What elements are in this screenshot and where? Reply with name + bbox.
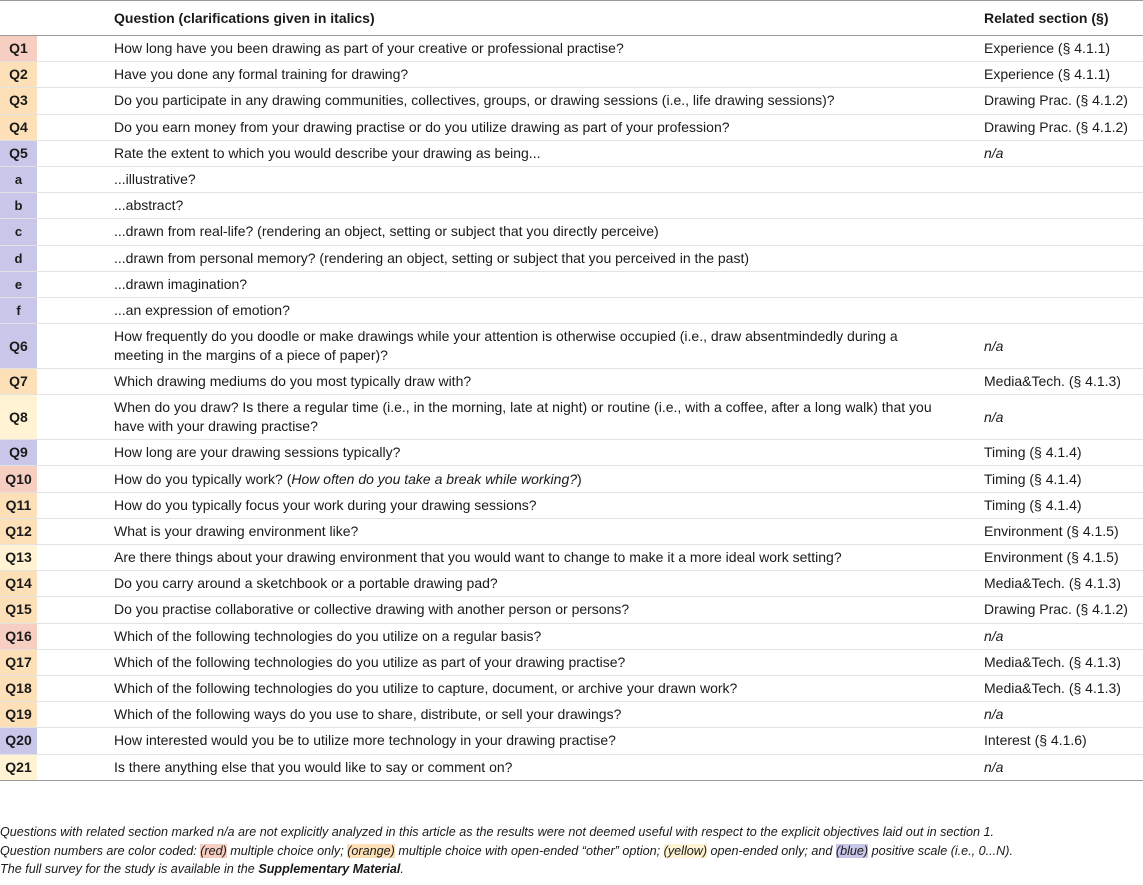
question-id: Q19 [0, 702, 37, 727]
question-id-cell [0, 623, 109, 649]
table-row [0, 114, 1143, 140]
question-id: d [0, 246, 37, 271]
related-section: Media&Tech. (§ 4.1.3) [976, 369, 1143, 395]
related-section: Interest (§ 4.1.6) [976, 728, 1143, 754]
table-row [0, 492, 1143, 518]
related-section: Environment (§ 4.1.5) [976, 545, 1143, 571]
question-text: How long are your drawing sessions typically? [109, 440, 976, 466]
question-id-cell [0, 62, 109, 88]
table-row [0, 62, 1143, 88]
table-row [0, 545, 1143, 571]
question-id: Q3 [0, 88, 37, 113]
table-row [0, 571, 1143, 597]
table-body [0, 36, 1143, 781]
related-section: Experience (§ 4.1.1) [976, 62, 1143, 88]
footnote-line-1: Questions with related section marked n/a are not explicitly analyzed in this article as the results were not deemed useful with respect to the explicit objectives laid out in section 1. [0, 825, 995, 839]
question-id: Q20 [0, 728, 37, 753]
related-section: n/a [976, 623, 1143, 649]
question-text: ...drawn from real-life? (rendering an object, setting or subject that you directly perceive) [109, 219, 976, 245]
related-section: Timing (§ 4.1.4) [976, 466, 1143, 492]
question-text: Are there things about your drawing environment that you would want to change to make it a more ideal work setting? [109, 545, 976, 571]
question-text: Which drawing mediums do you most typically draw with? [109, 369, 976, 395]
question-text: How frequently do you doodle or make drawings while your attention is otherwise occupied (i.e., draw absentmindedly during a meeting in the margins of a piece of paper)? [109, 324, 976, 369]
question-text: Do you carry around a sketchbook or a portable drawing pad? [109, 571, 976, 597]
question-text: How long have you been drawing as part of your creative or professional practise? [114, 40, 624, 57]
question-id: Q12 [0, 519, 37, 544]
question-text: Which of the following technologies do you utilize to capture, document, or archive your drawn work? [109, 675, 976, 701]
question-text: ...abstract? [109, 193, 976, 219]
question-text: How do you typically work? (How often do you take a break while working?) [109, 466, 976, 492]
question-id: Q18 [0, 676, 37, 701]
question-id-cell [0, 245, 109, 271]
question-id: Q11 [0, 493, 37, 518]
table-header-row [0, 1, 1143, 36]
legend-yellow: (yellow) [663, 843, 708, 858]
table-row [0, 675, 1143, 701]
legend-orange: (orange) [347, 843, 395, 858]
related-section: Experience (§ 4.1.1) [984, 40, 1111, 57]
related-section: n/a [976, 140, 1143, 166]
question-id: Q13 [0, 545, 37, 570]
question-id-cell [0, 219, 109, 245]
question-text: How interested would you be to utilize more technology in your drawing practise? [109, 728, 976, 754]
question-text: Which of the following technologies do you utilize as part of your drawing practise? [109, 649, 976, 675]
related-section [976, 271, 1143, 297]
table-row [0, 440, 1143, 466]
question-id-cell [0, 369, 109, 395]
question-id-cell [0, 324, 109, 369]
question-text: How do you typically focus your work during your drawing sessions? [109, 492, 976, 518]
question-id-cell [0, 675, 109, 701]
table-row [0, 649, 1143, 675]
header-question: Question (clarifications given in italics) [109, 1, 976, 36]
related-section: Media&Tech. (§ 4.1.3) [976, 571, 1143, 597]
question-id-cell [0, 597, 109, 623]
question-id: Q5 [0, 141, 37, 166]
related-section: Timing (§ 4.1.4) [976, 440, 1143, 466]
table-row [0, 140, 1143, 166]
table-row [0, 219, 1143, 245]
question-id-cell [0, 518, 109, 544]
question-id-cell [0, 571, 109, 597]
related-section: n/a [976, 395, 1143, 440]
question-text: Do you participate in any drawing communities, collectives, groups, or drawing sessions (i.e., life drawing sessions)? [109, 88, 976, 114]
legend-blue: (blue) [835, 843, 869, 858]
table-row [0, 297, 1143, 323]
question-id-cell [0, 466, 109, 492]
question-text: Do you earn money from your drawing practise or do you utilize drawing as part of your profession? [109, 114, 976, 140]
related-section: n/a [976, 702, 1143, 728]
supplementary-material-ref: Supplementary Material [258, 862, 401, 876]
related-section: n/a [976, 324, 1143, 369]
question-id-cell [0, 140, 109, 166]
table-row [0, 245, 1143, 271]
table-footnote [0, 823, 1143, 879]
question-id-cell [0, 492, 109, 518]
question-id-cell [0, 88, 109, 114]
question-id-cell [0, 166, 109, 192]
related-section: Environment (§ 4.1.5) [976, 518, 1143, 544]
question-text: Rate the extent to which you would describe your drawing as being... [109, 140, 976, 166]
table-row [0, 597, 1143, 623]
question-id: Q21 [0, 755, 37, 780]
table-row [0, 754, 1143, 780]
related-section [976, 245, 1143, 271]
question-id: Q16 [0, 624, 37, 649]
related-section: Drawing Prac. (§ 4.1.2) [976, 597, 1143, 623]
question-id-cell [0, 649, 109, 675]
table-row [0, 623, 1143, 649]
table-row [0, 166, 1143, 192]
related-section [976, 166, 1143, 192]
question-id: Q15 [0, 597, 37, 622]
question-text: ...drawn imagination? [109, 271, 976, 297]
question-text: ...drawn from personal memory? (rendering an object, setting or subject that you perceived in the past) [109, 245, 976, 271]
table-row [0, 36, 1143, 62]
question-id: Q7 [0, 369, 37, 394]
footnote-line-2: Question numbers are color coded: (red) multiple choice only; (orange) multiple choice with open-ended “other” option; (yellow) open-ended only; and (blue) positive scale (i.e., 0...N). [0, 843, 1013, 858]
table-row [0, 271, 1143, 297]
table-row [0, 728, 1143, 754]
table-row [0, 466, 1143, 492]
table-row [0, 369, 1143, 395]
question-id: Q8 [0, 395, 37, 439]
related-section: Drawing Prac. (§ 4.1.2) [976, 88, 1143, 114]
question-text: Do you practise collaborative or collective drawing with another person or persons? [109, 597, 976, 623]
question-id-cell [0, 193, 109, 219]
footnote-line-3: The full survey for the study is available in the Supplementary Material. [0, 862, 404, 876]
question-text: When do you draw? Is there a regular time (i.e., in the morning, late at night) or routine (i.e., with a coffee, after a long walk) that you have with your drawing practise? [109, 395, 976, 440]
question-text: Which of the following ways do you use to share, distribute, or sell your drawings? [109, 702, 976, 728]
legend-red: (red) [200, 843, 227, 858]
table-row [0, 395, 1143, 440]
table-row [0, 518, 1143, 544]
question-id-cell [0, 545, 109, 571]
related-section: Media&Tech. (§ 4.1.3) [976, 675, 1143, 701]
related-section [976, 193, 1143, 219]
question-id: Q4 [0, 115, 37, 140]
question-id: Q17 [0, 650, 37, 675]
related-section: Drawing Prac. (§ 4.1.2) [976, 114, 1143, 140]
question-id: Q10 [0, 466, 37, 491]
header-id [0, 1, 109, 36]
question-text: ...an expression of emotion? [109, 297, 976, 323]
question-text: Have you done any formal training for drawing? [109, 62, 976, 88]
header-section: Related section (§) [976, 1, 1143, 36]
related-section: n/a [976, 754, 1143, 780]
question-text: Which of the following technologies do you utilize on a regular basis? [109, 623, 976, 649]
question-id-cell [0, 754, 109, 780]
question-text: Is there anything else that you would like to say or comment on? [109, 754, 976, 780]
question-text: What is your drawing environment like? [109, 518, 976, 544]
question-id-cell [0, 440, 109, 466]
question-id: b [0, 193, 37, 218]
question-id: Q2 [0, 62, 37, 87]
question-id-cell [0, 36, 109, 62]
related-section: Timing (§ 4.1.4) [976, 492, 1143, 518]
question-id: Q6 [0, 324, 37, 368]
question-id: Q14 [0, 571, 37, 596]
related-section: Media&Tech. (§ 4.1.3) [976, 649, 1143, 675]
table-row [0, 702, 1143, 728]
question-id: a [0, 167, 37, 192]
table-row [0, 324, 1143, 369]
table-row [0, 88, 1143, 114]
table-row [0, 193, 1143, 219]
question-id-cell [0, 395, 109, 440]
question-id: e [0, 272, 37, 297]
question-id-cell [0, 271, 109, 297]
question-id-cell [0, 728, 109, 754]
related-section [976, 297, 1143, 323]
question-id-cell [0, 297, 109, 323]
question-id-cell [0, 702, 109, 728]
question-id: Q9 [0, 440, 37, 465]
question-id-cell [0, 114, 109, 140]
question-text: ...illustrative? [109, 166, 976, 192]
question-id: c [0, 219, 37, 244]
related-section [976, 219, 1143, 245]
question-clarification: How often do you take a break while working? [291, 470, 578, 487]
question-id: Q1 [0, 36, 37, 61]
question-id: f [0, 298, 37, 323]
